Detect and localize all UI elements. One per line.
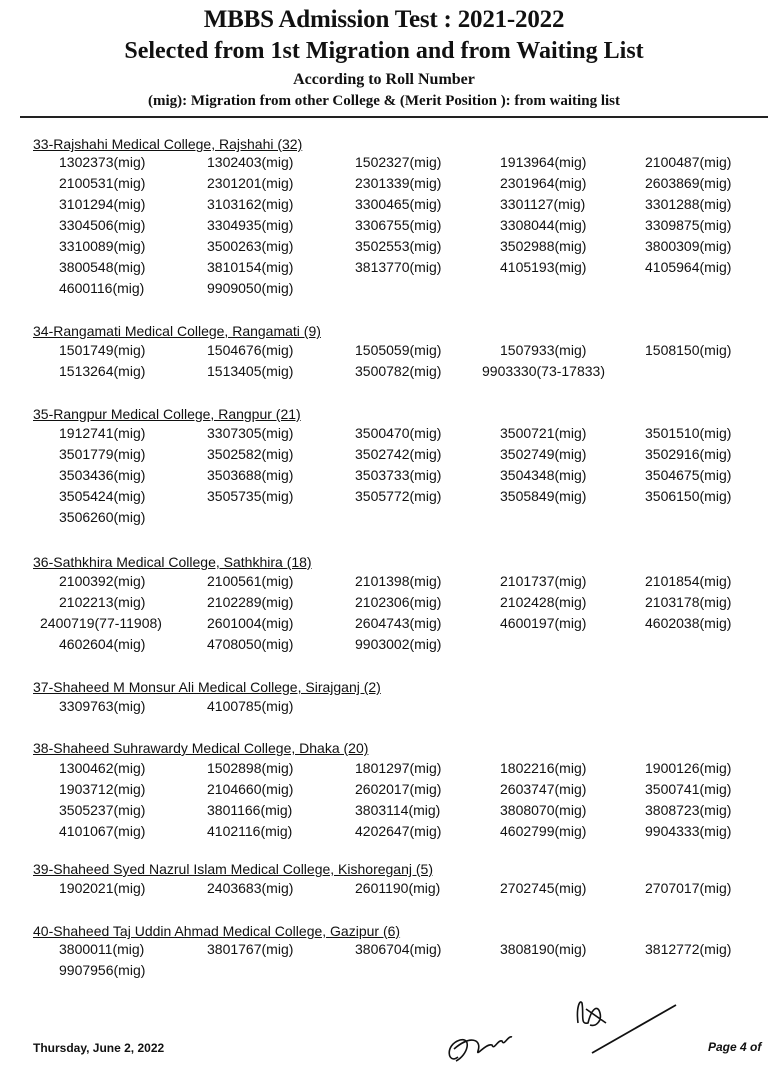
roll-cell: 2100392(mig) xyxy=(59,573,146,589)
ordering-note: According to Roll Number xyxy=(293,71,475,88)
roll-cell: 3801767(mig) xyxy=(207,941,294,957)
roll-cell: 3309875(mig) xyxy=(645,217,732,233)
legend-note: (mig): Migration from other College & (Merit Position ): from waiting list xyxy=(148,93,620,109)
roll-cell: 2102289(mig) xyxy=(207,594,294,610)
roll-cell: 2301201(mig) xyxy=(207,175,294,191)
roll-cell: 3503688(mig) xyxy=(207,467,294,483)
roll-cell: 4105193(mig) xyxy=(500,259,587,275)
college-title: 35-Rangpur Medical College, Rangpur (21) xyxy=(33,406,301,422)
roll-cell: 3502749(mig) xyxy=(500,446,587,462)
roll-cell: 1913964(mig) xyxy=(500,154,587,170)
roll-cell: 2101854(mig) xyxy=(645,573,732,589)
roll-cell: 3810154(mig) xyxy=(207,259,294,275)
college-title: 33-Rajshahi Medical College, Rajshahi (32) xyxy=(33,136,303,152)
college-title: 39-Shaheed Syed Nazrul Islam Medical College, Kishoreganj (5) xyxy=(33,861,433,877)
footer-date: Thursday, June 2, 2022 xyxy=(33,1041,165,1055)
table-row xyxy=(0,698,768,719)
roll-cell: 2102213(mig) xyxy=(59,594,146,610)
roll-cell: 9907956(mig) xyxy=(59,962,146,978)
table-row xyxy=(0,363,768,384)
roll-cell: 1302373(mig) xyxy=(59,154,146,170)
table-row xyxy=(0,615,768,636)
signature-icon xyxy=(440,995,720,1073)
roll-cell: 3103162(mig) xyxy=(207,196,294,212)
roll-cell: 1513264(mig) xyxy=(59,363,146,379)
roll-cell: 3301288(mig) xyxy=(645,196,732,212)
roll-cell: 2103178(mig) xyxy=(645,594,732,610)
table-row xyxy=(0,880,768,901)
roll-cell: 1513405(mig) xyxy=(207,363,294,379)
table-row xyxy=(0,175,768,196)
table-row xyxy=(0,573,768,594)
roll-cell: 3505772(mig) xyxy=(355,488,442,504)
roll-cell: 1505059(mig) xyxy=(355,342,442,358)
roll-cell: 1802216(mig) xyxy=(500,760,587,776)
roll-cell: 3304935(mig) xyxy=(207,217,294,233)
roll-cell: 1900126(mig) xyxy=(645,760,732,776)
roll-cell: 3300465(mig) xyxy=(355,196,442,212)
college-title: 34-Rangamati Medical College, Rangamati (9) xyxy=(33,323,321,339)
roll-cell: 3803114(mig) xyxy=(355,802,441,818)
roll-cell: 9904333(mig) xyxy=(645,823,732,839)
roll-cell: 1502327(mig) xyxy=(355,154,442,170)
roll-cell: 3500721(mig) xyxy=(500,425,587,441)
roll-cell: 2101737(mig) xyxy=(500,573,587,589)
roll-cell: 2602017(mig) xyxy=(355,781,442,797)
roll-cell: 1507933(mig) xyxy=(500,342,587,358)
roll-cell: 4105964(mig) xyxy=(645,259,732,275)
roll-cell: 3505735(mig) xyxy=(207,488,294,504)
table-row xyxy=(0,342,768,363)
roll-cell: 3812772(mig) xyxy=(645,941,732,957)
roll-cell: 3301127(mig) xyxy=(500,196,586,212)
roll-cell: 3310089(mig) xyxy=(59,238,146,254)
college-title: 38-Shaheed Suhrawardy Medical College, Dhaka (20) xyxy=(33,740,369,756)
roll-cell: 1502898(mig) xyxy=(207,760,294,776)
roll-cell: 1501749(mig) xyxy=(59,342,146,358)
roll-cell: 2400719(77-11908) xyxy=(40,615,162,631)
table-row xyxy=(0,594,768,615)
table-row xyxy=(0,425,768,446)
roll-cell: 2301339(mig) xyxy=(355,175,442,191)
page-subtitle: Selected from 1st Migration and from Waiting List xyxy=(124,38,644,64)
table-row xyxy=(0,760,768,781)
roll-cell: 2101398(mig) xyxy=(355,573,442,589)
roll-cell: 2601190(mig) xyxy=(355,880,441,896)
roll-cell: 1902021(mig) xyxy=(59,880,146,896)
roll-cell: 4100785(mig) xyxy=(207,698,294,714)
roll-cell: 3502582(mig) xyxy=(207,446,294,462)
roll-cell: 3304506(mig) xyxy=(59,217,146,233)
roll-cell: 3504348(mig) xyxy=(500,467,587,483)
roll-cell: 3500470(mig) xyxy=(355,425,442,441)
table-row xyxy=(0,781,768,802)
roll-cell: 4600197(mig) xyxy=(500,615,587,631)
roll-cell: 3500263(mig) xyxy=(207,238,294,254)
roll-cell: 3813770(mig) xyxy=(355,259,442,275)
roll-cell: 2603747(mig) xyxy=(500,781,587,797)
roll-cell: 4102116(mig) xyxy=(207,823,293,839)
roll-cell: 2100531(mig) xyxy=(59,175,146,191)
roll-cell: 2707017(mig) xyxy=(645,880,732,896)
roll-cell: 2601004(mig) xyxy=(207,615,294,631)
roll-cell: 1912741(mig) xyxy=(59,425,146,441)
roll-cell: 3501779(mig) xyxy=(59,446,146,462)
roll-cell: 4602604(mig) xyxy=(59,636,146,652)
roll-cell: 1300462(mig) xyxy=(59,760,146,776)
roll-cell: 2702745(mig) xyxy=(500,880,587,896)
roll-cell: 3505237(mig) xyxy=(59,802,146,818)
roll-cell: 3307305(mig) xyxy=(207,425,294,441)
table-row xyxy=(0,446,768,467)
roll-cell: 2100487(mig) xyxy=(645,154,732,170)
roll-cell: 3506260(mig) xyxy=(59,509,146,525)
table-row xyxy=(0,280,768,301)
roll-cell: 3808070(mig) xyxy=(500,802,587,818)
page-number: Page 4 of xyxy=(708,1040,762,1054)
roll-cell: 3506150(mig) xyxy=(645,488,732,504)
roll-cell: 2403683(mig) xyxy=(207,880,294,896)
roll-cell: 4708050(mig) xyxy=(207,636,294,652)
roll-cell: 3502742(mig) xyxy=(355,446,442,462)
roll-cell: 3806704(mig) xyxy=(355,941,442,957)
roll-cell: 3800011(mig) xyxy=(59,941,145,957)
roll-cell: 3504675(mig) xyxy=(645,467,732,483)
roll-cell: 2604743(mig) xyxy=(355,615,442,631)
roll-cell: 4202647(mig) xyxy=(355,823,442,839)
table-row xyxy=(0,238,768,259)
table-row xyxy=(0,802,768,823)
roll-cell: 3808190(mig) xyxy=(500,941,587,957)
roll-cell: 2102306(mig) xyxy=(355,594,442,610)
roll-cell: 3502988(mig) xyxy=(500,238,587,254)
roll-cell: 3505424(mig) xyxy=(59,488,146,504)
roll-cell: 3500782(mig) xyxy=(355,363,442,379)
table-row xyxy=(0,636,768,657)
roll-cell: 9903330(73-17833) xyxy=(482,363,605,379)
table-row xyxy=(0,941,768,962)
roll-cell: 3503436(mig) xyxy=(59,467,146,483)
roll-cell: 9903002(mig) xyxy=(355,636,442,652)
college-title: 40-Shaheed Taj Uddin Ahmad Medical College, Gazipur (6) xyxy=(33,923,401,939)
roll-cell: 1508150(mig) xyxy=(645,342,732,358)
roll-cell: 3503733(mig) xyxy=(355,467,442,483)
roll-cell: 4602799(mig) xyxy=(500,823,587,839)
table-row xyxy=(0,823,768,844)
roll-cell: 3502553(mig) xyxy=(355,238,442,254)
roll-cell: 1801297(mig) xyxy=(355,760,442,776)
roll-cell: 3505849(mig) xyxy=(500,488,587,504)
roll-cell: 3101294(mig) xyxy=(59,196,146,212)
table-row xyxy=(0,467,768,488)
table-row xyxy=(0,488,768,509)
roll-cell: 2100561(mig) xyxy=(207,573,294,589)
header-divider xyxy=(20,116,768,118)
table-row xyxy=(0,154,768,175)
roll-cell: 3306755(mig) xyxy=(355,217,442,233)
roll-cell: 2603869(mig) xyxy=(645,175,732,191)
table-row xyxy=(0,259,768,280)
roll-cell: 1302403(mig) xyxy=(207,154,294,170)
roll-cell: 3501510(mig) xyxy=(645,425,732,441)
roll-cell: 4600116(mig) xyxy=(59,280,145,296)
roll-cell: 3309763(mig) xyxy=(59,698,146,714)
roll-cell: 3800309(mig) xyxy=(645,238,732,254)
roll-cell: 1504676(mig) xyxy=(207,342,294,358)
table-row xyxy=(0,509,768,530)
roll-cell: 3800548(mig) xyxy=(59,259,146,275)
college-title: 37-Shaheed M Monsur Ali Medical College, Sirajganj (2) xyxy=(33,679,381,695)
roll-cell: 4101067(mig) xyxy=(59,823,146,839)
roll-cell: 3500741(mig) xyxy=(645,781,732,797)
roll-cell: 3801166(mig) xyxy=(207,802,293,818)
roll-cell: 2104660(mig) xyxy=(207,781,294,797)
table-row xyxy=(0,962,768,983)
roll-cell: 9909050(mig) xyxy=(207,280,294,296)
table-row xyxy=(0,217,768,238)
roll-cell: 3308044(mig) xyxy=(500,217,587,233)
roll-cell: 1903712(mig) xyxy=(59,781,146,797)
roll-cell: 4602038(mig) xyxy=(645,615,732,631)
roll-cell: 3502916(mig) xyxy=(645,446,732,462)
roll-cell: 2301964(mig) xyxy=(500,175,587,191)
roll-cell: 3808723(mig) xyxy=(645,802,732,818)
roll-cell: 2102428(mig) xyxy=(500,594,587,610)
college-title: 36-Sathkhira Medical College, Sathkhira (18) xyxy=(33,554,312,570)
table-row xyxy=(0,196,768,217)
page-title: MBBS Admission Test : 2021-2022 xyxy=(203,6,565,33)
